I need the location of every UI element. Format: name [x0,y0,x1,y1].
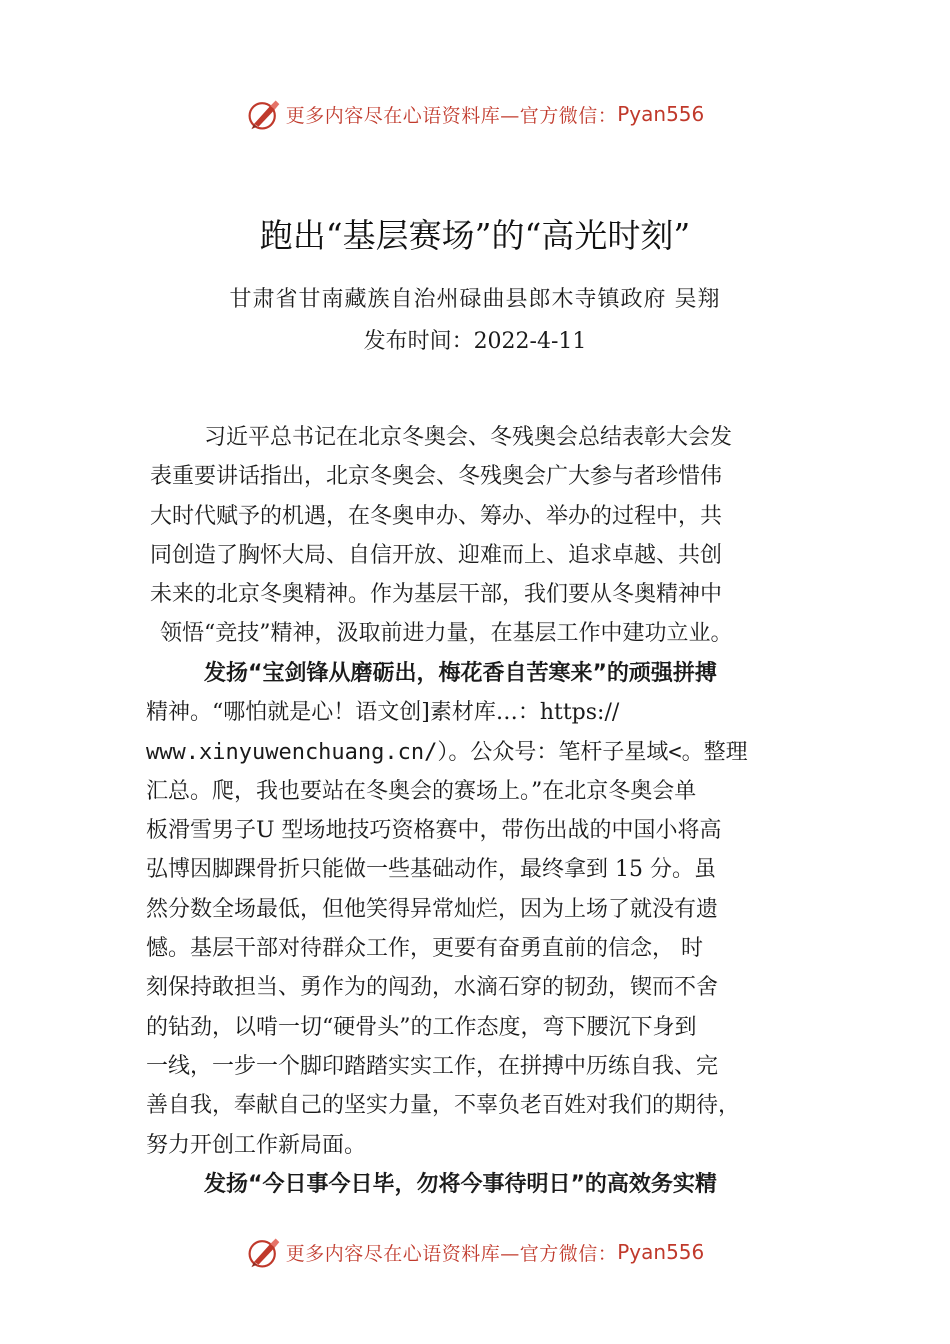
text-line: 板滑雪男子U 型场地技巧资格赛中，带伤出战的中国小将高 [146,818,722,844]
paragraph-2 [146,654,810,1204]
text-line: 憾。基层干部对待群众工作，更要有奋勇直前的信念， 时 [146,936,703,962]
pen-logo-icon [246,1234,282,1270]
text-line: 大时代赋予的机遇，在冬奥申办、筹办、举办的过程中，共 [150,503,723,529]
section-heading: 发扬“宝剑锋从磨砺出，梅花香自苦寒来”的顽强拼搏 [204,661,717,686]
article-author: 甘肃省甘南藏族自治州碌曲县郎木寺镇政府 吴翔 [229,287,721,312]
text-line: 然分数全场最低，但他笑得异常灿烂，因为上场了就没有遗 [146,896,719,922]
text-line: 的钻劲，以啃一切“硬骨头”的工作态度，弯下腰沉下身到 [146,1014,697,1040]
text-line: 习近平总书记在北京冬奥会、冬残奥会总结表彰大会发 [204,425,733,450]
banner-label: 更多内容尽在心语资料库—官方微信： [285,1242,618,1265]
text-line: 刻保持敢担当、勇作为的闯劲，水滴石穿的韧劲，锲而不舍 [146,975,719,1001]
text-line: 表重要讲话指出，北京冬奥会、冬残奥会广大参与者珍惜伟 [150,464,723,490]
publish-date: 发布时间：2022-4-11 [363,329,587,354]
banner-label: 更多内容尽在心语资料库—官方微信： [285,104,618,127]
text-line: 努力开创工作新局面。 [146,1132,367,1158]
wechat-id: Pyan556 [617,102,705,126]
text-line: 一线，一步一个脚印踏踏实实工作，在拼搏中历练自我、完 [146,1053,719,1079]
text-line: 精神。“哪怕就是心！语文创]素材库…：https:// [146,700,620,726]
text-line: 未来的北京冬奥精神。作为基层干部，我们要从冬奥精神中 [150,582,723,608]
text-line: 领悟“竞技”精神，汲取前进力量，在基层工作中建功立业。 [160,621,733,647]
section-heading: 发扬“今日事今日毕，勿将今事待明日”的高效务实精 [204,1171,717,1197]
text-line: 弘博因脚踝骨折只能做一些基础动作，最终拿到 15 分。虽 [146,857,716,883]
article-title: 跑出“基层赛场”的“高光时刻” [259,216,691,255]
text-line: 同创造了胸怀大局、自信开放、迎难而上、追求卓越、共创 [150,542,723,568]
text-line: 善自我，奉献自己的坚实力量，不辜负老百姓对我们的期待， [146,1093,741,1119]
wechat-id: Pyan556 [617,1240,705,1264]
text-line: www.xinyuwenchuang.cn/）。公众号：笔杆子星域<。整理 [146,739,748,765]
paragraph-1 [146,418,810,654]
header-banner [0,94,950,134]
footer-banner [0,1232,950,1272]
text-line: 汇总。爬，我也要站在冬奥会的赛场上。”在北京冬奥会单 [146,778,697,804]
pen-logo-icon [246,96,282,132]
